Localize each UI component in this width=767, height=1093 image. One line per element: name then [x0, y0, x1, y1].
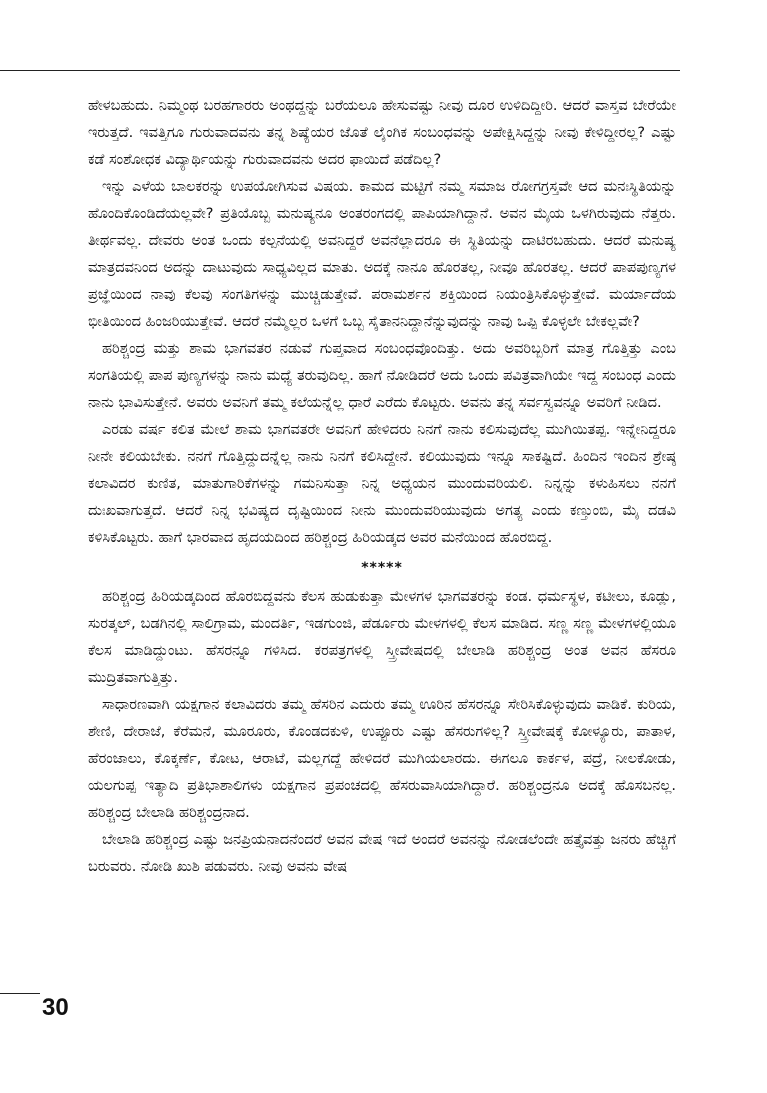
header-rule: [0, 70, 680, 71]
paragraph-4: ಎರಡು ವರ್ಷ ಕಲಿತ ಮೇಲೆ ಶಾಮ ಭಾಗವತರೇ ಅವನಿಗೆ ಹೇಳಿದರು ನಿನಗೆ ನಾನು ಕಲಿಸುವುದೆಲ್ಲ ಮುಗಿಯಿತಪ್ಪ. ಇನ್ನೇನಿದ್ದರೂ ನೀನೇ ಕಲಿಯಬೇಕು. ನನಗೆ ಗೊತ್ತಿದ್ದುದನ್ನೆಲ್ಲ ನಾನು ನಿನಗೆ ಕಲಿಸಿದ್ದೇನೆ. ಕಲಿಯುವುದು ಇನ್ನೂ ಸಾಕಷ್ಟಿದೆ. ಹಿಂದಿನ ಇಂದಿನ ಶ್ರೇಷ್ಠ ಕಲಾವಿದರ ಕುಣಿತ, ಮಾತುಗಾರಿಕೆಗಳನ್ನು ಗಮನಿಸುತ್ತಾ ನಿನ್ನ ಅಧ್ಯಯನ ಮುಂದುವರಿಯಲಿ. ನಿನ್ನನ್ನು ಕಳುಹಿಸಲು ನನಗೆ ದುಃಖವಾಗುತ್ತದೆ. ಆದರೆ ನಿನ್ನ ಭವಿಷ್ಯದ ದೃಷ್ಟಿಯಿಂದ ನೀನು ಮುಂದುವರಿಯುವುದು ಅಗತ್ಯ ಎಂದು ಕಣ್ತುಂಬಿ, ಮೈ ದಡವಿ ಕಳಿಸಿಕೊಟ್ಟರು. ಹಾಗೆ ಭಾರವಾದ ಹೃದಯದಿಂದ ಹರಿಶ್ಚಂದ್ರ ಹಿರಿಯಡ್ಕದ ಅವರ ಮನೆಯಿಂದ ಹೊರಬಿದ್ದ.: [88, 422, 676, 546]
footer-rule: [0, 993, 40, 994]
paragraph-5: ಹರಿಶ್ಚಂದ್ರ ಹಿರಿಯಡ್ಕದಿಂದ ಹೊರಬಿದ್ದವನು ಕೆಲಸ ಹುಡುಕುತ್ತಾ ಮೇಳಗಳ ಭಾಗವತರನ್ನು ಕಂಡ. ಧರ್ಮಸ್ಥಳ, ಕಟೀಲು, ಕೂಡ್ಲು, ಸುರತ್ಕಲ್, ಬಡಗಿನಲ್ಲಿ ಸಾಲಿಗ್ರಾಮ, ಮಂದರ್ತಿ, ಇಡಗುಂಜಿ, ಪೆರ್ಡೂರು ಮೇಳಗಳಲ್ಲಿ ಕೆಲಸ ಮಾಡಿದ. ಸಣ್ಣ ಸಣ್ಣ ಮೇಳಗಳಲ್ಲಿಯೂ ಕೆಲಸ ಮಾಡಿದ್ದುಂಟು. ಹೆಸರನ್ನೂ ಗಳಿಸಿದ. ಕರಪತ್ರಗಳಲ್ಲಿ ಸ್ತ್ರೀವೇಷದಲ್ಲಿ ಬೇಲಾಡಿ ಹರಿಶ್ಚಂದ್ರ ಅಂತ ಅವನ ಹೆಸರೂ ಮುದ್ರಿತವಾಗುತ್ತಿತ್ತು.: [88, 589, 676, 686]
paragraph-6: ಸಾಧಾರಣವಾಗಿ ಯಕ್ಷಗಾನ ಕಲಾವಿದರು ತಮ್ಮ ಹೆಸರಿನ ಎದುರು ತಮ್ಮ ಊರಿನ ಹೆಸರನ್ನೂ ಸೇರಿಸಿಕೊಳ್ಳುವುದು ವಾಡಿಕೆ. ಕುರಿಯ, ಶೇಣಿ, ದೇರಾಜೆ, ಕೆರೆಮನೆ, ಮೂರೂರು, ಕೊಂಡದಕುಳಿ, ಉಪ್ಪೂರು ಎಷ್ಟು ಹೆಸರುಗಳಿಲ್ಲ? ಸ್ತ್ರೀವೇಷಕ್ಕೆ ಕೋಳ್ಯೂರು, ಪಾತಾಳ, ಹೆರಂಜಾಲು, ಕೊಕ್ಕರ್ಣೆ, ಕೋಟ, ಆರಾಟೆ, ಮಲ್ಲಗದ್ದೆ ಹೇಳಿದರೆ ಮುಗಿಯಲಾರದು. ಈಗಲೂ ಕಾರ್ಕಳ, ಪದ್ರೆ, ನೀಲಕೋಡು, ಯಲಗುಪ್ಪ ಇತ್ಯಾದಿ ಪ್ರತಿಭಾಶಾಲಿಗಳು ಯಕ್ಷಗಾನ ಪ್ರಪಂಚದಲ್ಲಿ ಹೆಸರುವಾಸಿಯಾಗಿದ್ದಾರೆ. ಹರಿಶ್ಚಂದ್ರನೂ ಅದಕ್ಕೆ ಹೊಸಬನಲ್ಲ. ಹರಿಶ್ಚಂದ್ರ ಬೇಲಾಡಿ ಹರಿಶ್ಚಂದ್ರನಾದ.: [88, 697, 676, 821]
paragraph-3: ಹರಿಶ್ಚಂದ್ರ ಮತ್ತು ಶಾಮ ಭಾಗವತರ ನಡುವೆ ಗುಪ್ತವಾದ ಸಂಬಂಧವೊಂದಿತ್ತು. ಅದು ಅವರಿಬ್ಬರಿಗೆ ಮಾತ್ರ ಗೊತ್ತಿತ್ತು ಎಂಬ ಸಂಗತಿಯಲ್ಲಿ ಪಾಪ ಪುಣ್ಯಗಳನ್ನು ನಾನು ಮಧ್ಯೆ ತರುವುದಿಲ್ಲ. ಹಾಗೆ ನೋಡಿದರೆ ಅದು ಒಂದು ಪವಿತ್ರವಾಗಿಯೇ ಇದ್ದ ಸಂಬಂಧ ಎಂದು ನಾನು ಭಾವಿಸುತ್ತೇನೆ. ಅವರು ಅವನಿಗೆ ತಮ್ಮ ಕಲೆಯನ್ನೆಲ್ಲ ಧಾರೆ ಎರೆದು ಕೊಟ್ಟರು. ಅವನು ತನ್ನ ಸರ್ವಸ್ವವನ್ನೂ ಅವರಿಗೆ ನೀಡಿದ.: [88, 341, 676, 411]
paragraph-2: ಇನ್ನು ಎಳೆಯ ಬಾಲಕರನ್ನು ಉಪಯೋಗಿಸುವ ವಿಷಯ. ಕಾಮದ ಮಟ್ಟಿಗೆ ನಮ್ಮ ಸಮಾಜ ರೋಗಗ್ರಸ್ತವೇ ಆದ ಮನಃಸ್ಥಿತಿಯನ್ನು ಹೊಂದಿಕೊಂಡಿದೆಯಲ್ಲವೇ? ಪ್ರತಿಯೊಬ್ಬ ಮನುಷ್ಯನೂ ಅಂತರಂಗದಲ್ಲಿ ಪಾಪಿಯಾಗಿದ್ದಾನೆ. ಅವನ ಮೈಯ ಒಳಗಿರುವುದು ನೆತ್ತರು. ತೀರ್ಥವಲ್ಲ. ದೇವರು ಅಂತ ಒಂದು ಕಲ್ಪನೆಯಲ್ಲಿ ಅವನಿದ್ದರೆ ಅವನೆಲ್ಲಾದರೂ ಈ ಸ್ಥಿತಿಯನ್ನು ದಾಟಿರಬಹುದು. ಆದರೆ ಮನುಷ್ಯ ಮಾತ್ರದವನಿಂದ ಅದನ್ನು ದಾಟುವುದು ಸಾಧ್ಯವಿಲ್ಲದ ಮಾತು. ಅದಕ್ಕೆ ನಾನೂ ಹೊರತಲ್ಲ, ನೀವೂ ಹೊರತಲ್ಲ. ಆದರೆ ಪಾಪಪುಣ್ಯಗಳ ಪ್ರಜ್ಞೆಯಿಂದ ನಾವು ಕೆಲವು ಸಂಗತಿಗಳನ್ನು ಮುಚ್ಚಿಡುತ್ತೇವೆ. ಪರಾಮರ್ಶನ ಶಕ್ತಿಯಿಂದ ನಿಯಂತ್ರಿಸಿಕೊಳ್ಳುತ್ತೇವೆ. ಮರ್ಯಾದೆಯ ಭೀತಿಯಿಂದ ಹಿಂಜರಿಯುತ್ತೇವೆ. ಆದರೆ ನಮ್ಮೆಲ್ಲರ ಒಳಗೆ ಒಬ್ಬ ಸೈತಾನನಿದ್ದಾನೆನ್ನುವುದನ್ನು ನಾವು ಒಪ್ಪಿ ಕೊಳ್ಳಲೇ ಬೇಕಲ್ಲವೇ?: [88, 179, 676, 330]
paragraph-1: ಹೇಳಬಹುದು. ನಿಮ್ಮಂಥ ಬರಹಗಾರರು ಅಂಥದ್ದನ್ನು ಬರೆಯಲೂ ಹೇಸುವಷ್ಟು ನೀವು ದೂರ ಉಳಿದಿದ್ದೀರಿ. ಆದರೆ ವಾಸ್ತವ ಬೇರೆಯೇ ಇರುತ್ತದೆ. ಇವತ್ತಿಗೂ ಗುರುವಾದವನು ತನ್ನ ಶಿಷ್ಯೆಯರ ಜೊತೆ ಲೈಂಗಿಕ ಸಂಬಂಧವನ್ನು ಅಪೇಕ್ಷಿಸಿದ್ದನ್ನು ನೀವು ಕೇಳಿದ್ದೀರಲ್ಲ? ಎಷ್ಟು ಕಡೆ ಸಂಶೋಧಕ ವಿದ್ಯಾರ್ಥಿಯನ್ನು ಗುರುವಾದವನು ಅದರ ಫಾಯಿದೆ ಪಡೆದಿಲ್ಲ?: [88, 98, 676, 168]
paragraph-7: ಬೇಲಾಡಿ ಹರಿಶ್ಚಂದ್ರ ಎಷ್ಟು ಜನಪ್ರಿಯನಾದನೆಂದರೆ ಅವನ ವೇಷ ಇದೆ ಅಂದರೆ ಅವನನ್ನು ನೋಡಲೆಂದೇ ಹತ್ತೈವತ್ತು ಜನರು ಹೆಚ್ಚಿಗೆ ಬರುವರು. ನೋಡಿ ಖುಶಿ ಪಡುವರು. ನೀವು ಅವನು ವೇಷ: [88, 832, 676, 875]
page-body: [88, 93, 676, 881]
section-separator: *****: [361, 560, 403, 576]
page-number: 30: [42, 994, 69, 1021]
